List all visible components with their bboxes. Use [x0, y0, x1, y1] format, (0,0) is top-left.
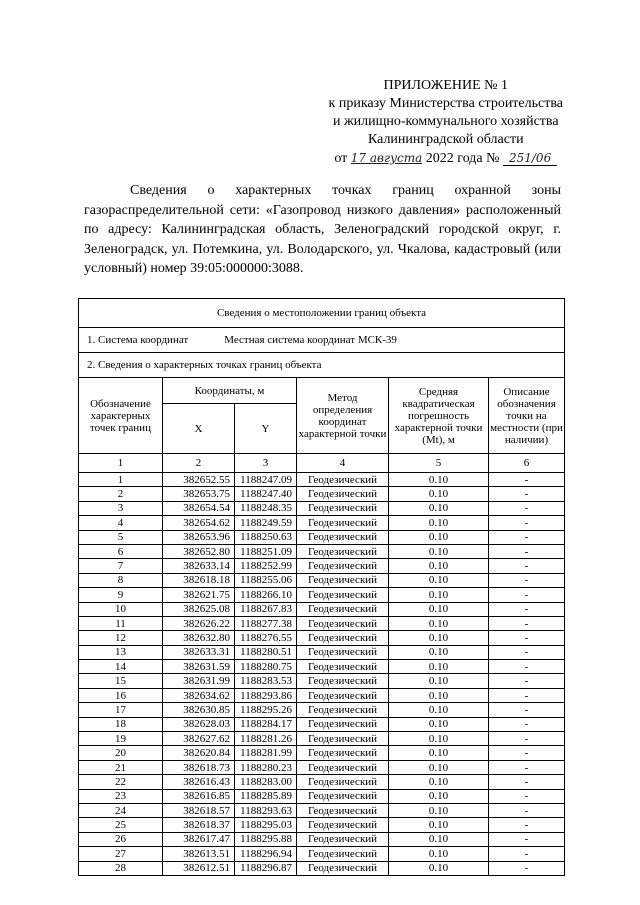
coord-x: 382621.75	[163, 588, 235, 602]
method: Геодезический	[297, 861, 389, 875]
coord-x: 382616.43	[163, 775, 235, 789]
table-row	[79, 861, 565, 875]
coord-x: 382626.22	[163, 616, 235, 630]
method: Геодезический	[297, 559, 389, 573]
coordinate-system-label: 1. Система координат	[87, 334, 189, 346]
description: -	[489, 530, 565, 544]
error-value: 0.10	[389, 746, 489, 760]
order-line-3: Калининградской области	[367, 132, 524, 147]
description: -	[489, 717, 565, 731]
point-number: 7	[79, 559, 163, 573]
boundary-points-table	[78, 298, 565, 876]
table-row	[79, 544, 565, 558]
description: -	[489, 818, 565, 832]
description: -	[489, 616, 565, 630]
error-value: 0.10	[389, 473, 489, 487]
table-row	[79, 530, 565, 544]
description: -	[489, 588, 565, 602]
point-number: 12	[79, 631, 163, 645]
col-header-coords: Координаты, м	[163, 378, 297, 404]
error-value: 0.10	[389, 760, 489, 774]
method: Геодезический	[297, 645, 389, 659]
description: -	[489, 602, 565, 616]
coord-y: 1188248.35	[235, 501, 297, 515]
table-row	[79, 602, 565, 616]
point-number: 6	[79, 544, 163, 558]
coord-y: 1188281.99	[235, 746, 297, 760]
coord-x: 382652.55	[163, 473, 235, 487]
point-number: 17	[79, 703, 163, 717]
appendix-title: ПРИЛОЖЕНИЕ № 1	[383, 78, 509, 93]
method: Геодезический	[297, 501, 389, 515]
method: Геодезический	[297, 516, 389, 530]
method: Геодезический	[297, 746, 389, 760]
description: -	[489, 645, 565, 659]
col-header-error: Средняя квадратическая погрешность характерной точки (Mt), м	[389, 378, 489, 454]
coord-y: 1188276.55	[235, 631, 297, 645]
point-number: 23	[79, 789, 163, 803]
description: -	[489, 703, 565, 717]
method: Геодезический	[297, 775, 389, 789]
coord-x: 382618.18	[163, 573, 235, 587]
description: -	[489, 631, 565, 645]
coordinate-system-row	[79, 328, 565, 353]
order-line-1: к приказу Министерства строительства	[328, 96, 563, 111]
description: -	[489, 803, 565, 817]
error-value: 0.10	[389, 717, 489, 731]
error-value: 0.10	[389, 631, 489, 645]
table-row	[79, 660, 565, 674]
coord-y: 1188293.86	[235, 688, 297, 702]
error-value: 0.10	[389, 732, 489, 746]
col-header-point: Обозначение характерных точек границ	[79, 378, 163, 454]
description: -	[489, 559, 565, 573]
coord-y: 1188250.63	[235, 530, 297, 544]
method: Геодезический	[297, 674, 389, 688]
error-value: 0.10	[389, 588, 489, 602]
coord-y: 1188247.09	[235, 473, 297, 487]
coord-y: 1188280.75	[235, 660, 297, 674]
coord-x: 382633.31	[163, 645, 235, 659]
col-header-x: X	[163, 404, 235, 454]
table-row	[79, 789, 565, 803]
description: -	[489, 688, 565, 702]
error-value: 0.10	[389, 559, 489, 573]
description: -	[489, 674, 565, 688]
coord-y: 1188284.17	[235, 717, 297, 731]
description: -	[489, 487, 565, 501]
coord-y: 1188283.53	[235, 674, 297, 688]
table-row	[79, 732, 565, 746]
coord-x: 382631.99	[163, 674, 235, 688]
point-number: 26	[79, 832, 163, 846]
error-value: 0.10	[389, 674, 489, 688]
method: Геодезический	[297, 660, 389, 674]
coord-y: 1188285.89	[235, 789, 297, 803]
point-number: 4	[79, 516, 163, 530]
error-value: 0.10	[389, 616, 489, 630]
table-row	[79, 559, 565, 573]
coord-x: 382617.47	[163, 832, 235, 846]
column-number: 5	[389, 454, 489, 473]
points-body	[79, 473, 565, 876]
point-number: 18	[79, 717, 163, 731]
coord-y: 1188295.03	[235, 818, 297, 832]
table-row	[79, 703, 565, 717]
coord-y: 1188255.06	[235, 573, 297, 587]
point-number: 10	[79, 602, 163, 616]
table-row	[79, 832, 565, 846]
error-value: 0.10	[389, 775, 489, 789]
coord-y: 1188296.87	[235, 861, 297, 875]
method: Геодезический	[297, 818, 389, 832]
table-row	[79, 746, 565, 760]
method: Геодезический	[297, 573, 389, 587]
method: Геодезический	[297, 602, 389, 616]
coord-y: 1188252.99	[235, 559, 297, 573]
method: Геодезический	[297, 803, 389, 817]
intro-text	[84, 181, 561, 279]
coord-y: 1188295.88	[235, 832, 297, 846]
description: -	[489, 746, 565, 760]
table-row	[79, 674, 565, 688]
point-number: 25	[79, 818, 163, 832]
coord-x: 382613.51	[163, 847, 235, 861]
error-value: 0.10	[389, 501, 489, 515]
table-row	[79, 775, 565, 789]
coord-y: 1188281.26	[235, 732, 297, 746]
date-prefix: от	[334, 151, 348, 166]
method: Геодезический	[297, 530, 389, 544]
error-value: 0.10	[389, 645, 489, 659]
description: -	[489, 501, 565, 515]
point-number: 9	[79, 588, 163, 602]
column-number: 4	[297, 454, 389, 473]
coord-x: 382631.59	[163, 660, 235, 674]
point-number: 19	[79, 732, 163, 746]
point-number: 22	[79, 775, 163, 789]
table-row	[79, 487, 565, 501]
coord-x: 382618.57	[163, 803, 235, 817]
table-row	[79, 631, 565, 645]
point-number: 20	[79, 746, 163, 760]
description: -	[489, 847, 565, 861]
column-number: 2	[163, 454, 235, 473]
coord-x: 382653.75	[163, 487, 235, 501]
coord-x: 382632.80	[163, 631, 235, 645]
date-year: 2022 года №	[425, 151, 500, 166]
coord-y: 1188283.00	[235, 775, 297, 789]
description: -	[489, 775, 565, 789]
coord-y: 1188296.94	[235, 847, 297, 861]
table-row	[79, 616, 565, 630]
coord-x: 382630.85	[163, 703, 235, 717]
description: -	[489, 516, 565, 530]
error-value: 0.10	[389, 544, 489, 558]
coord-x: 382653.96	[163, 530, 235, 544]
error-value: 0.10	[389, 789, 489, 803]
method: Геодезический	[297, 631, 389, 645]
points-section-label: 2. Сведения о характерных точках границ объекта	[79, 353, 565, 378]
table-row	[79, 688, 565, 702]
description: -	[489, 832, 565, 846]
coord-x: 382616.85	[163, 789, 235, 803]
method: Геодезический	[297, 703, 389, 717]
table-row	[79, 573, 565, 587]
col-header-method: Метод определения координат характерной точки	[297, 378, 389, 454]
point-number: 8	[79, 573, 163, 587]
description: -	[489, 660, 565, 674]
coord-y: 1188280.51	[235, 645, 297, 659]
coord-y: 1188249.59	[235, 516, 297, 530]
point-number: 2	[79, 487, 163, 501]
error-value: 0.10	[389, 530, 489, 544]
coord-y: 1188247.40	[235, 487, 297, 501]
coord-x: 382625.08	[163, 602, 235, 616]
coord-x: 382620.84	[163, 746, 235, 760]
error-value: 0.10	[389, 847, 489, 861]
coord-x: 382618.73	[163, 760, 235, 774]
coord-y: 1188266.10	[235, 588, 297, 602]
error-value: 0.10	[389, 861, 489, 875]
point-number: 21	[79, 760, 163, 774]
point-number: 27	[79, 847, 163, 861]
coord-y: 1188293.63	[235, 803, 297, 817]
description: -	[489, 732, 565, 746]
intro-paragraph: Сведения о характерных точках границ охранной зоны газораспределительной сети: «Газопровод низкого давления» расположенный по адресу: Калининградская область, Зеленоградский городской округ, г. Зеленоградск, ул. Потемкина, ул. Володарского, ул. Чкалова, кадастровый (или условный) номер 39:05:000000:3088.	[84, 183, 561, 276]
point-number: 13	[79, 645, 163, 659]
table-row	[79, 645, 565, 659]
method: Геодезический	[297, 717, 389, 731]
coord-x: 382633.14	[163, 559, 235, 573]
method: Геодезический	[297, 760, 389, 774]
table-row	[79, 588, 565, 602]
description: -	[489, 789, 565, 803]
order-line-2: и жилищно-коммунального хозяйства	[332, 114, 559, 129]
description: -	[489, 544, 565, 558]
order-date-line	[329, 149, 563, 168]
coord-x: 382618.37	[163, 818, 235, 832]
error-value: 0.10	[389, 703, 489, 717]
column-number: 3	[235, 454, 297, 473]
coord-y: 1188277.38	[235, 616, 297, 630]
table-title: Сведения о местоположении границ объекта	[79, 299, 565, 328]
method: Геодезический	[297, 473, 389, 487]
method: Геодезический	[297, 847, 389, 861]
method: Геодезический	[297, 832, 389, 846]
point-number: 1	[79, 473, 163, 487]
description: -	[489, 760, 565, 774]
point-number: 16	[79, 688, 163, 702]
description: -	[489, 573, 565, 587]
point-number: 28	[79, 861, 163, 875]
point-number: 15	[79, 674, 163, 688]
column-number: 1	[79, 454, 163, 473]
error-value: 0.10	[389, 516, 489, 530]
description: -	[489, 473, 565, 487]
error-value: 0.10	[389, 803, 489, 817]
coord-x: 382654.54	[163, 501, 235, 515]
coord-x: 382634.62	[163, 688, 235, 702]
error-value: 0.10	[389, 602, 489, 616]
col-header-y: Y	[235, 404, 297, 454]
appendix-header	[329, 77, 563, 168]
coord-y: 1188280.23	[235, 760, 297, 774]
error-value: 0.10	[389, 688, 489, 702]
method: Геодезический	[297, 616, 389, 630]
coord-y: 1188251.09	[235, 544, 297, 558]
error-value: 0.10	[389, 660, 489, 674]
table-row	[79, 473, 565, 487]
coord-x: 382627.62	[163, 732, 235, 746]
coord-x: 382612.51	[163, 861, 235, 875]
method: Геодезический	[297, 732, 389, 746]
coord-x: 382652.80	[163, 544, 235, 558]
table-row	[79, 760, 565, 774]
table-row	[79, 516, 565, 530]
table-row	[79, 501, 565, 515]
method: Геодезический	[297, 544, 389, 558]
table-row	[79, 847, 565, 861]
point-number: 5	[79, 530, 163, 544]
handwritten-order-number: 251/06	[503, 151, 557, 166]
description: -	[489, 861, 565, 875]
column-number-row	[79, 454, 565, 473]
coord-y: 1188295.26	[235, 703, 297, 717]
column-number: 6	[489, 454, 565, 473]
error-value: 0.10	[389, 832, 489, 846]
handwritten-date: 17 августа	[350, 151, 423, 165]
table-row	[79, 717, 565, 731]
col-header-description: Описание обозначения точки на местности (при наличии)	[489, 378, 565, 454]
coord-x: 382654.62	[163, 516, 235, 530]
method: Геодезический	[297, 487, 389, 501]
point-number: 11	[79, 616, 163, 630]
table-row	[79, 818, 565, 832]
coord-y: 1188267.83	[235, 602, 297, 616]
coord-x: 382628.03	[163, 717, 235, 731]
error-value: 0.10	[389, 487, 489, 501]
point-number: 14	[79, 660, 163, 674]
point-number: 3	[79, 501, 163, 515]
method: Геодезический	[297, 588, 389, 602]
method: Геодезический	[297, 789, 389, 803]
point-number: 24	[79, 803, 163, 817]
coordinate-system-value: Местная система координат МСК-39	[224, 334, 397, 346]
error-value: 0.10	[389, 573, 489, 587]
table-row	[79, 803, 565, 817]
method: Геодезический	[297, 688, 389, 702]
error-value: 0.10	[389, 818, 489, 832]
